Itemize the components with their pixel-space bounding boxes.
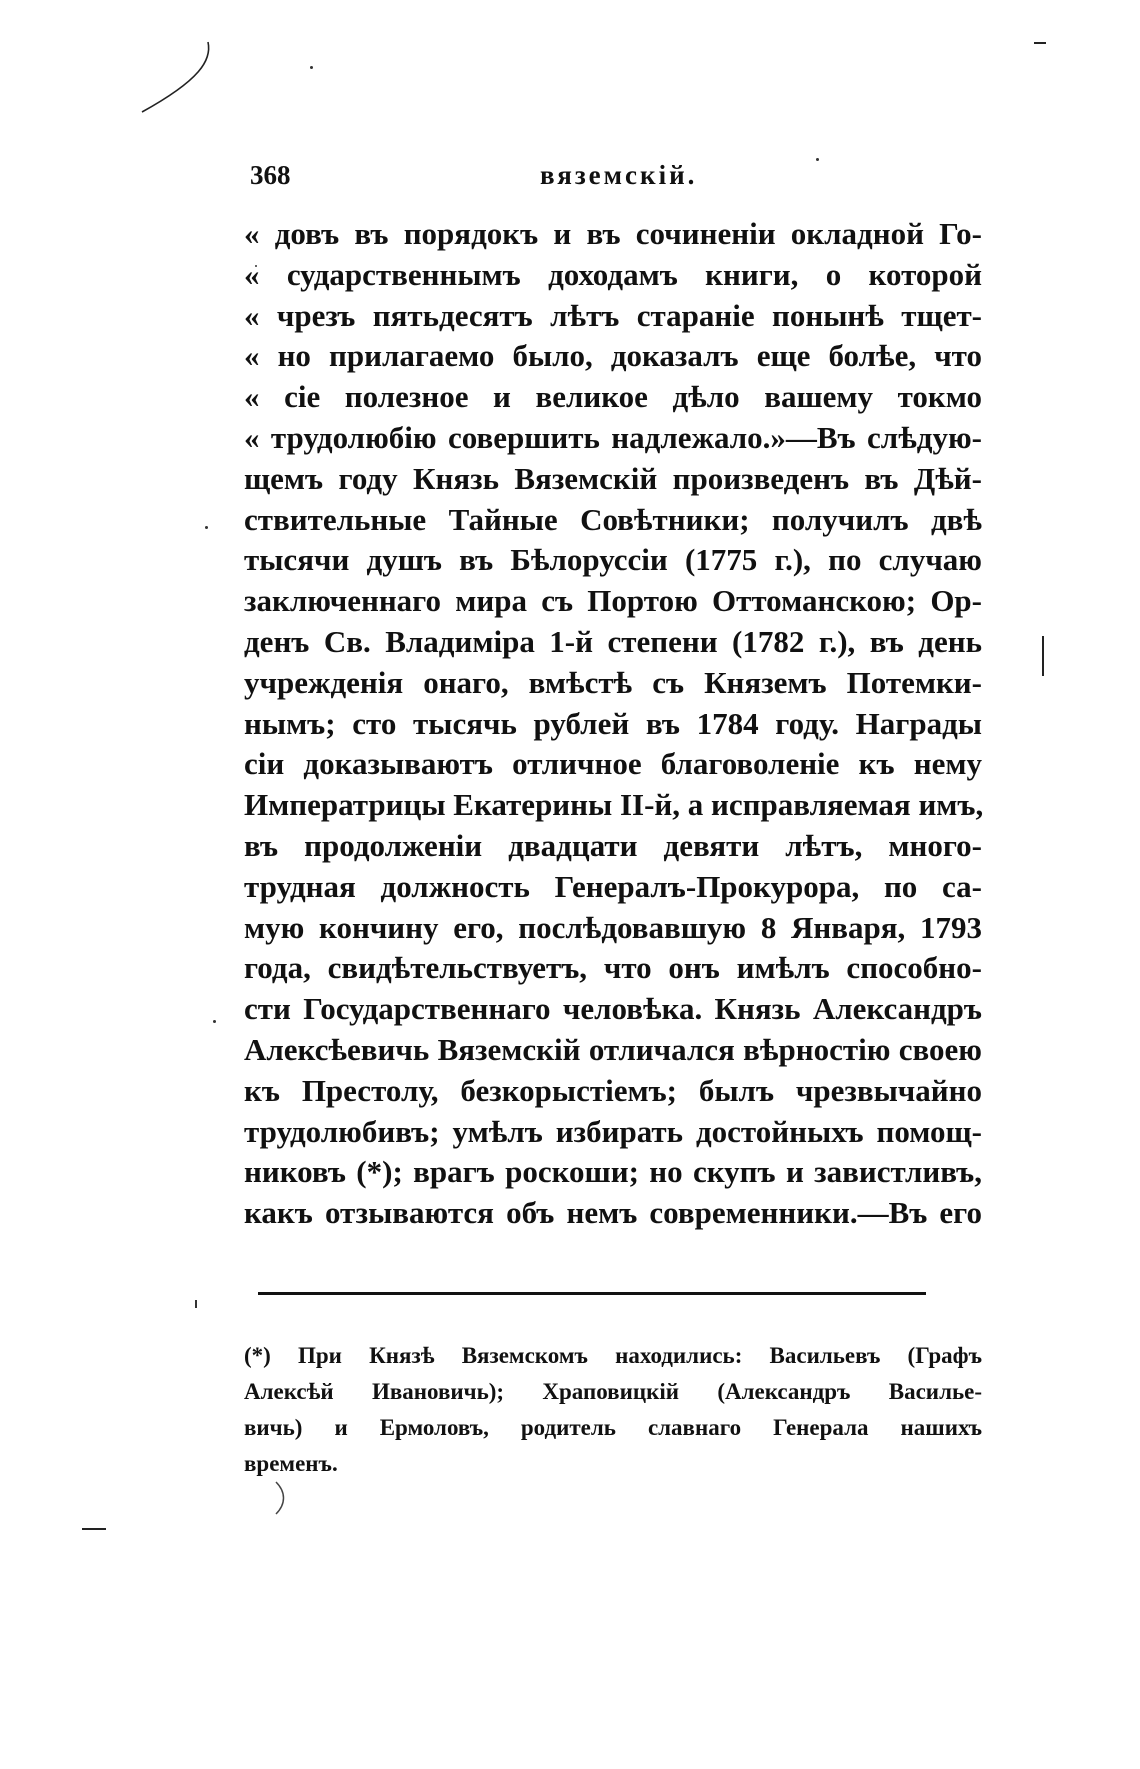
speck [205,526,208,529]
text-line: трудолюбивъ; умѣлъ избирать достойныхъ помощ- [244,1113,982,1149]
text-line: денъ Св. Владиміра 1-й степени (1782 г.), въ день [244,623,982,659]
text-line: трудная должность Генералъ-Прокурора, по са- [244,868,982,904]
scan-mark-top-right [1034,42,1046,44]
page-number: 368 [250,160,291,190]
text-line: учрежденія онаго, вмѣстѣ съ Княземъ Потемки- [244,664,982,700]
footnote-line: Алексѣй Ивановичь); Храповицкій (Александръ Василье- [244,1379,982,1404]
text-line: Императрицы Екатерины II-й, а исправляемая имъ, [244,787,984,823]
text-line: мую кончину его, послѣдовавшую 8 Января, 1793 [244,909,982,945]
speck [310,66,313,69]
text-line: заключеннаго мира съ Портою Оттоманскою; Ор- [244,583,982,619]
text-line: ствительные Тайные Совѣтники; получилъ двѣ [244,501,982,537]
pen-stroke-mark [140,40,250,130]
text-line: тысячи душъ въ Бѣлоруссіи (1775 г.), по случаю [244,542,982,578]
text-line: къ Престолу, безкорыстіемъ; былъ чрезвычайно [244,1072,982,1108]
running-title: вяземскій. [540,160,698,190]
footnote-divider [258,1292,926,1295]
scan-mark-right [1042,636,1044,676]
footnote [244,1338,982,1482]
page-header [250,160,986,200]
text-line: въ продолженіи двадцати девяти лѣтъ, много- [244,827,982,863]
text-line: « сіе полезное и великое дѣло вашему токмо [244,379,982,415]
scan-paren-mark [272,1478,292,1518]
text-line: нымъ; сто тысячь рублей въ 1784 году. Награды [244,705,982,741]
text-line: какъ отзываются объ немъ современники.—Въ его [244,1195,982,1231]
text-line: « довъ въ порядокъ и въ сочиненіи окладной Го- [244,216,982,251]
text-line: щемъ году Князь Вяземскій произведенъ въ Дѣй- [244,460,982,496]
scan-mark-bottom-left [82,1528,106,1530]
speck [195,1300,197,1308]
body-text [244,214,982,1234]
footnote-line: временъ. [244,1451,338,1476]
text-line: никовъ (*); врагъ роскоши; но скупъ и завистливъ, [244,1154,982,1190]
text-line: сіи доказываютъ отличное благоволеніе къ нему [244,746,982,782]
text-line: Алексѣевичь Вяземскій отличался вѣрностію своею [244,1031,982,1067]
text-line: « чрезъ пятьдесятъ лѣтъ стараніе понынѣ тщет- [244,297,982,333]
text-line: « сударственнымъ доходамъ книги, о которой [244,256,982,292]
footnote-line: (*) При Князѣ Вяземскомъ находились: Васильевъ (Графъ [244,1343,982,1368]
text-line: « трудолюбію совершить надлежало.»—Въ слѣдую- [244,419,982,455]
footnote-line: вичь) и Ермоловъ, родитель славнаго Генерала нашихъ [244,1415,982,1440]
text-line: года, свидѣтельствуетъ, что онъ имѣлъ способно- [244,950,982,986]
text-line: « но прилагаемо было, доказалъ еще болѣе, что [244,338,982,374]
speck [213,1020,216,1023]
text-line: сти Государственнаго человѣка. Князь Александръ [244,991,982,1027]
